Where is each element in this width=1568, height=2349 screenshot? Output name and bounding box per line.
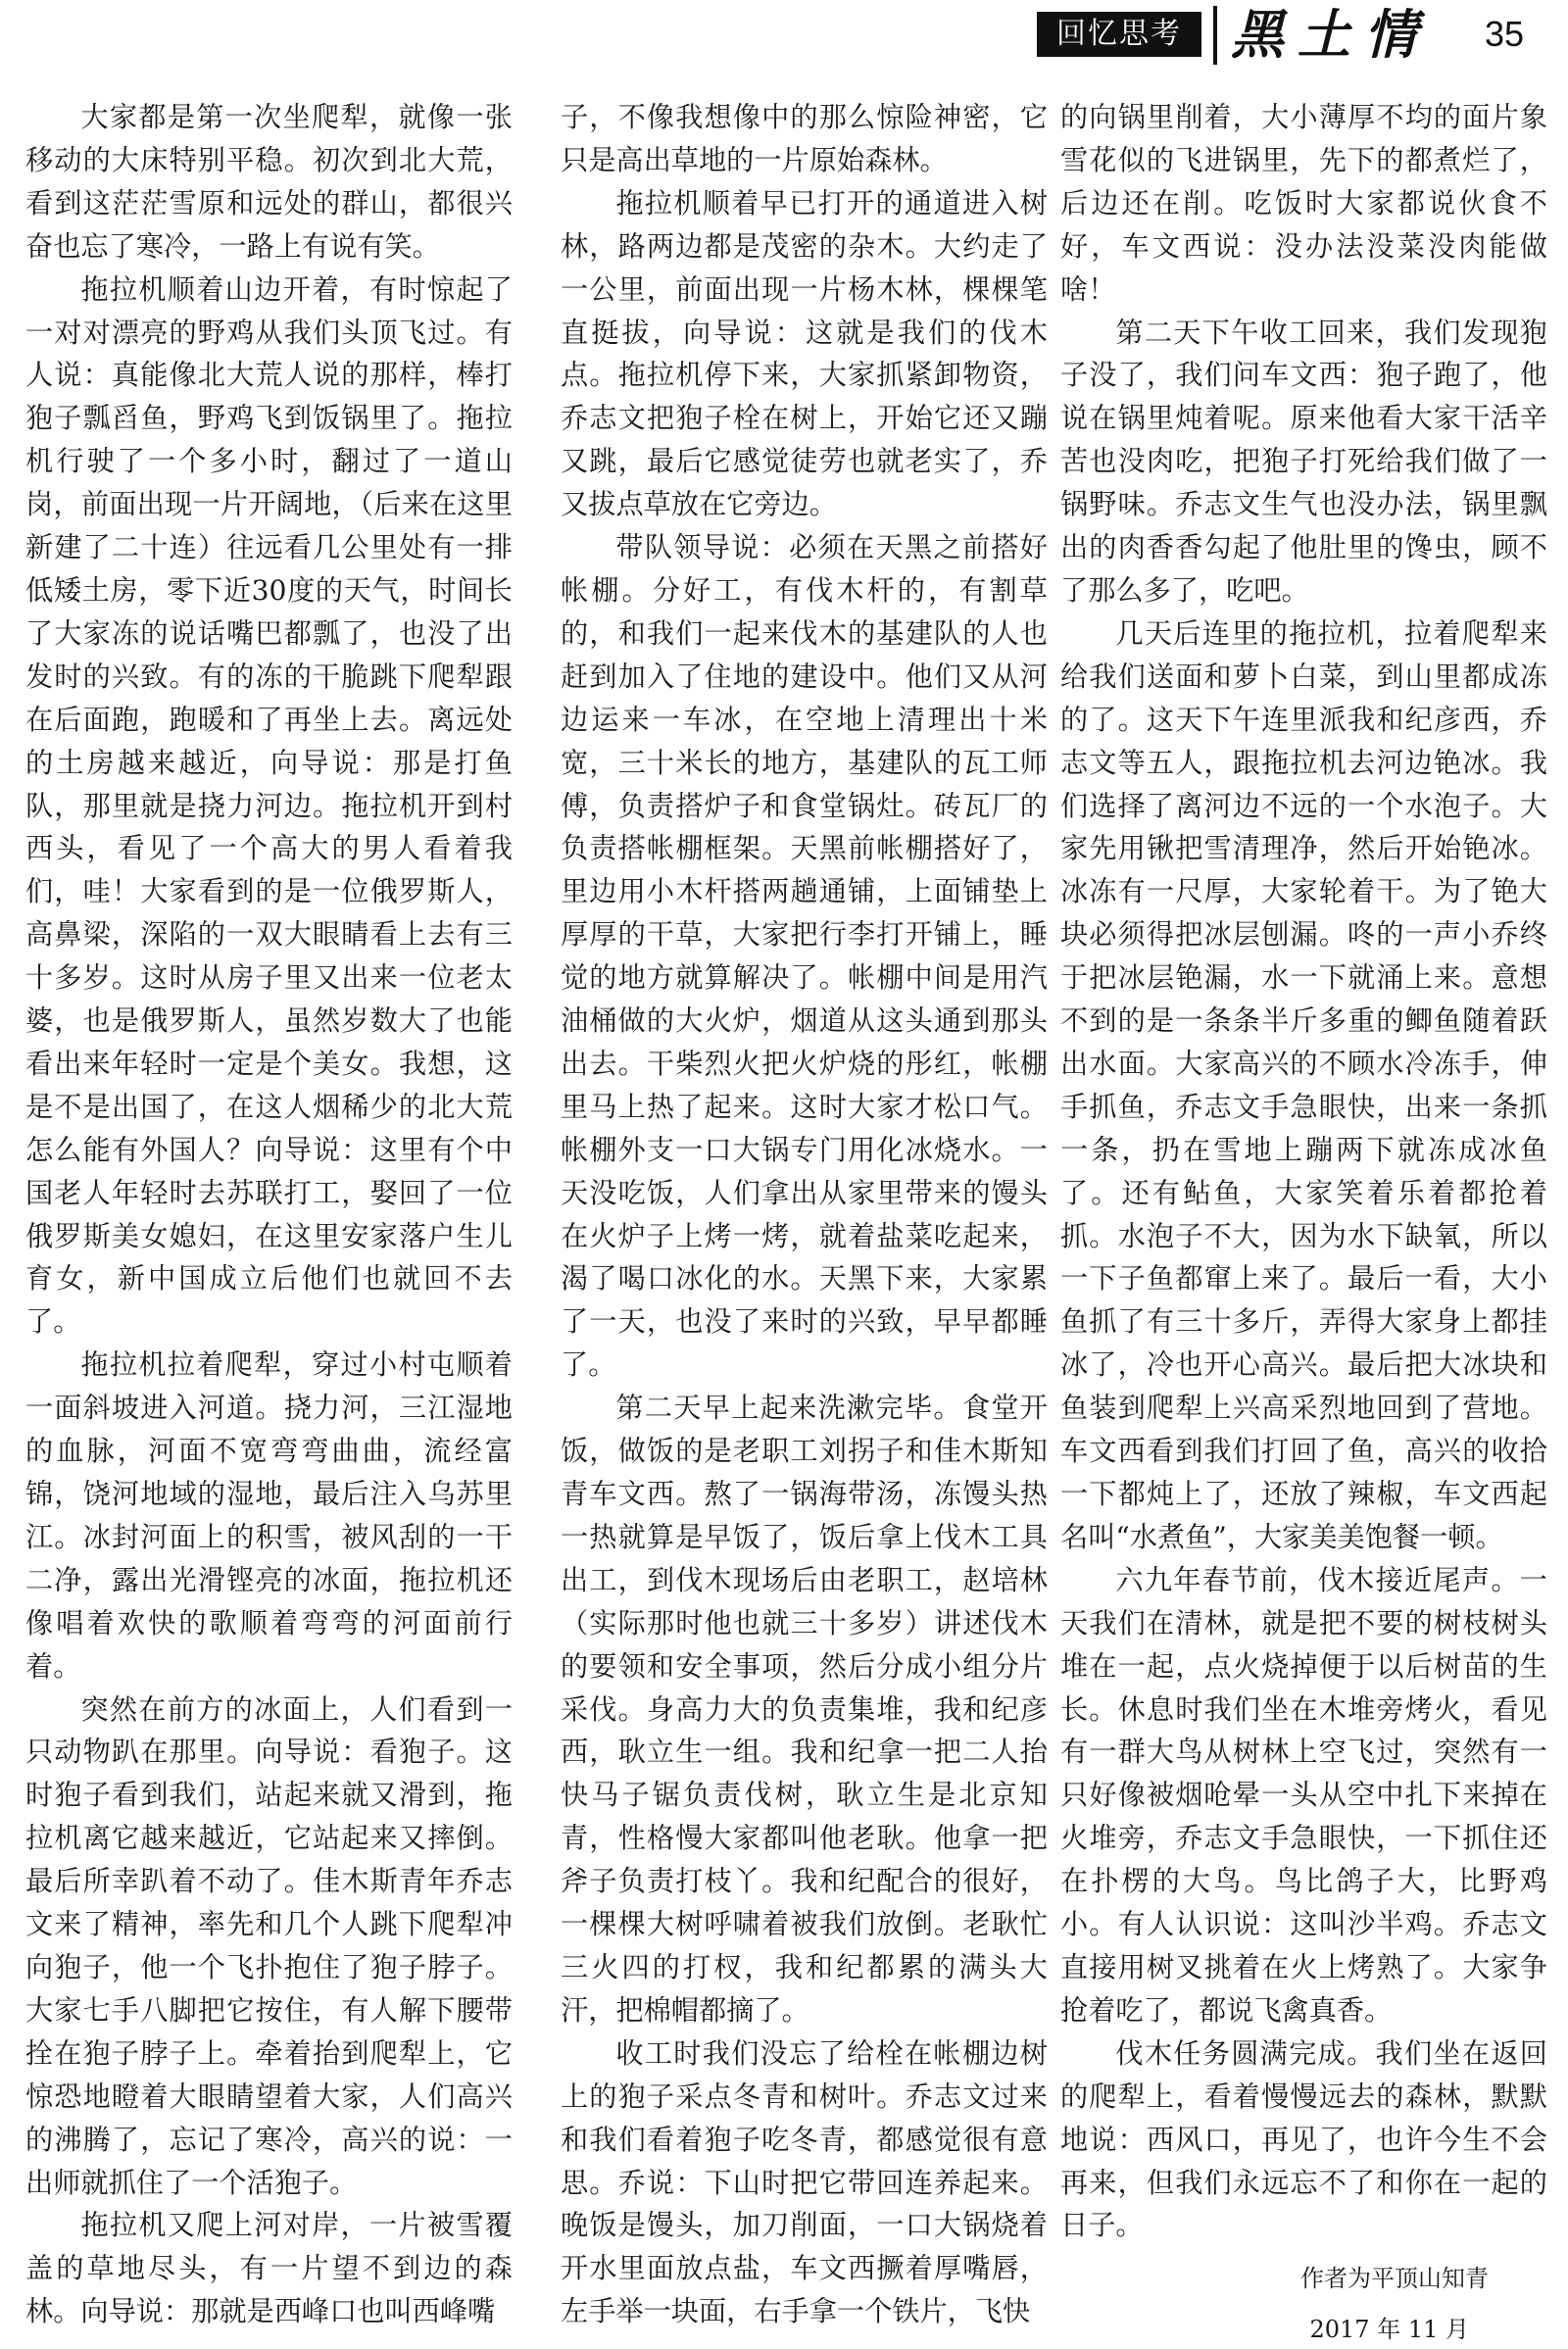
paragraph: 子，不像我想像中的那么惊险神密，它只是高出草地的一片原始森林。 [561,101,1048,176]
paragraph: 大家都是第一次坐爬犁，就像一张移动的大床特别平稳。初次到北大荒，看到这茫茫雪原和远处的群山，都很兴奋也忘了寒冷，一路上有说有笑。 [25,101,513,263]
page-number: 35 [1485,14,1525,54]
magazine-title: 黑土情 [1231,3,1431,66]
paragraph: 六九年春节前，伐木接近尾声。一天我们在清林，就是把不要的树枝树头堆在一起，点火烧掉便于以后树苗的生长。休息时我们坐在木堆旁烤火，看见有一群大鸟从树林上空飞过，突然有一只好像被烟呛晕一头从空中扎下来掉在火堆旁，乔志文手急眼快，一下抓住还在扑楞的大鸟。鸟比鸽子大，比野鸡小。有人认识说：这叫沙半鸡。乔志文直接用树叉挑着在火上烤熟了。大家争抢着吃了，都说飞禽真香。 [1060,1563,1547,2027]
section-tag: 回忆思考 [1037,12,1201,57]
paragraph: 几天后连里的拖拉机，拉着爬犁来给我们送面和萝卜白菜，到山里都成冻的了。这天下午连里派我和纪彦西，乔志文等五人，跟拖拉机去河边铯冰。我们选择了离河边不远的一个水泡子。大家先用锹把雪清理净，然后开始铯冰。冰冻有一尺厚，大家轮着干。为了铯大块必须得把冰层刨漏。咚的一声小乔终于把冰层铯漏，水一下就涌上来。意想不到的是一条条半斤多重的鲫鱼随着跃出水面。大家高兴的不顾水冷冻手，伸手抓鱼，乔志文手急眼快，出来一条抓一条，扔在雪地上蹦两下就冻成冰鱼了。还有鲇鱼，大家笑着乐着都抢着抓。水泡子不大，因为水下缺氧，所以一下子鱼都窜上来了。最后一看，大小鱼抓了有三十多斤，弄得大家身上都挂冰了，冷也开心高兴。最后把大冰块和鱼装到爬犁上兴高采烈地回到了营地。车文西看到我们打回了鱼，高兴的收拾一下都炖上了，还放了辣椒，车文西起名叫“水煮鱼”，大家美美饱餐一顿。 [1060,616,1547,1553]
page-header [0,0,1568,86]
paragraph: 第二天下午收工回来，我们发现狍子没了，我们问车文西：狍子跑了，他说在锅里炖着呢。原来他看大家干活辛苦也没肉吃，把狍子打死给我们做了一锅野味。乔志文生气也没办法，锅里飘出的肉香香勾起了他肚里的馋虫，顾不了那么多了，吃吧。 [1060,316,1547,607]
paragraph: 拖拉机顺着早已打开的通道进入树林，路两边都是茂密的杂木。大约走了一公里，前面出现一片杨木林，棵棵笔直挺拔，向导说：这就是我们的伐木点。拖拉机停下来，大家抓紧卸物资，乔志文把狍子栓在树上，开始它还又蹦又跳，最后它感觉徒劳也就老实了，乔又拔点草放在它旁边。 [561,186,1048,521]
text-column-3 [1060,96,1547,2344]
publication-date: 2017 年 11 月 [1309,2316,1469,2344]
paragraph: 拖拉机拉着爬犁，穿过小村屯顺着一面斜坡进入河道。挠力河，三江湿地的血脉，河面不宽弯弯曲曲，流经富锦，饶河地域的湿地，最后注入乌苏里江。冰封河面上的积雪，被风刮的一干二净，露出光滑铿亮的冰面，拖拉机还像唱着欢快的歌顺着弯弯的河面前行着。 [25,1348,513,1683]
paragraph: 带队领导说：必须在天黑之前搭好帐棚。分好工，有伐木杆的，有割草的，和我们一起来伐木的基建队的人也赶到加入了住地的建设中。他们又从河边运来一车冰，在空地上清理出十米宽，三十米长的地方，基建队的瓦工师傅，负责搭炉子和食堂锅灶。砖瓦厂的负责搭帐棚框架。天黑前帐棚搭好了，里边用小木杆搭两趟通铺，上面铺垫上厚厚的干草，大家把行李打开铺上，睡觉的地方就算解决了。帐棚中间是用汽油桶做的大火炉，烟道从这头通到那头出去。干柴烈火把火炉烧的彤红，帐棚里马上热了起来。这时大家才松口气。帐棚外支一口大锅专门用化冰烧水。一天没吃饭，人们拿出从家里带来的馒头在火炉子上烤一烤，就着盐菜吃起来，渴了喝口冰化的水。天黑下来，大家累了一天，也没了来时的兴致，早早都睡了。 [561,531,1048,1382]
paragraph: 突然在前方的冰面上，人们看到一只动物趴在那里。向导说：看狍子。这时狍子看到我们，站起来就又滑到，拖拉机离它越来越近，它站起来又摔倒。最后所幸趴着不动了。佳木斯青年乔志文来了精神，率先和几个人跳下爬犁冲向狍子，他一个飞扑抱住了狍子脖子。大家七手八脚把它按住，有人解下腰带拴在狍子脖子上。牵着抬到爬犁上，它惊恐地瞪着大眼睛望着大家，人们高兴的沸腾了，忘记了寒冷，高兴的说：一出师就抓住了一个活狍子。 [25,1692,513,2199]
text-column-2 [561,96,1048,2328]
text-column-1 [25,96,513,2328]
paragraph: 拖拉机又爬上河对岸，一片被雪覆盖的草地尽头，有一片望不到边的森林。向导说：那就是西峰口也叫西峰嘴 [25,2209,513,2328]
paragraph: 收工时我们没忘了给栓在帐棚边树上的狍子采点冬青和树叶。乔志文过来和我们看着狍子吃冬青，都感觉很有意思。乔说：下山时把它带回连养起来。晚饭是馒头，加刀削面，一口大锅烧着开水里面放点盐，车文西撅着厚嘴唇，左手举一块面，右手拿一个铁片，飞快 [561,2036,1048,2328]
paragraph: 拖拉机顺着山边开着，有时惊起了一对对漂亮的野鸡从我们头顶飞过。有人说：真能像北大荒人说的那样，棒打狍子瓢舀鱼，野鸡飞到饭锅里了。拖拉机行驶了一个多小时，翻过了一道山岗，前面出现一片开阔地，（后来在这里新建了二十连）往远看几公里处有一排低矮土房，零下近30度的天气，时间长了大家冻的说话嘴巴都瓢了，也没了出发时的兴致。有的冻的干脆跳下爬犁跟在后面跑，跑暖和了再坐上去。离远处的土房越来越近，向导说：那是打鱼队，那里就是挠力河边。拖拉机开到村西头，看见了一个高大的男人看着我们，哇！大家看到的是一位俄罗斯人，高鼻梁，深陷的一双大眼睛看上去有三十多岁。这时从房子里又出来一位老太婆，也是俄罗斯人，虽然岁数大了也能看出来年轻时一定是个美女。我想，这是不是出国了，在这人烟稀少的北大荒怎么能有外国人？向导说：这里有个中国老人年轻时去苏联打工，娶回了一位俄罗斯美女媳妇，在这里安家落户生儿育女，新中国成立后他们也就回不去了。 [25,272,513,1339]
paragraph: 第二天早上起来洗漱完毕。食堂开饭，做饭的是老职工刘拐子和佳木斯知青车文西。熬了一锅海带汤，冻馒头热一热就算是早饭了，饭后拿上伐木工具出工，到伐木现场后由老职工，赵培林（实际那时他也就三十多岁）讲述伐木的要领和安全事项，然后分成小组分片采伐。身高力大的负责集堆，我和纪彦西，耿立生一组。我和纪拿一把二人抬快马子锯负责伐树，耿立生是北京知青，性格慢大家都叫他老耿。他拿一把斧子负责打枝丫。我和纪配合的很好，一棵棵大树呼啸着被我们放倒。老耿忙三火四的打杈，我和纪都累的满头大汗，把棉帽都摘了。 [561,1392,1048,2027]
article-body [25,96,1558,2344]
paragraph: 伐木任务圆满完成。我们坐在返回的爬犁上，看着慢慢远去的森林，默默地说：西风口，再见了，也许今生不会再来，但我们永远忘不了和你在一起的日子。 [1060,2036,1547,2242]
author-byline: 作者为平顶山知青 [1300,2265,1489,2293]
header-divider [1213,6,1217,65]
paragraph: 的向锅里削着，大小薄厚不均的面片象雪花似的飞进锅里，先下的都煮烂了，后边还在削。吃饭时大家都说伙食不好，车文西说：没办法没菜没肉能做啥！ [1060,101,1547,306]
